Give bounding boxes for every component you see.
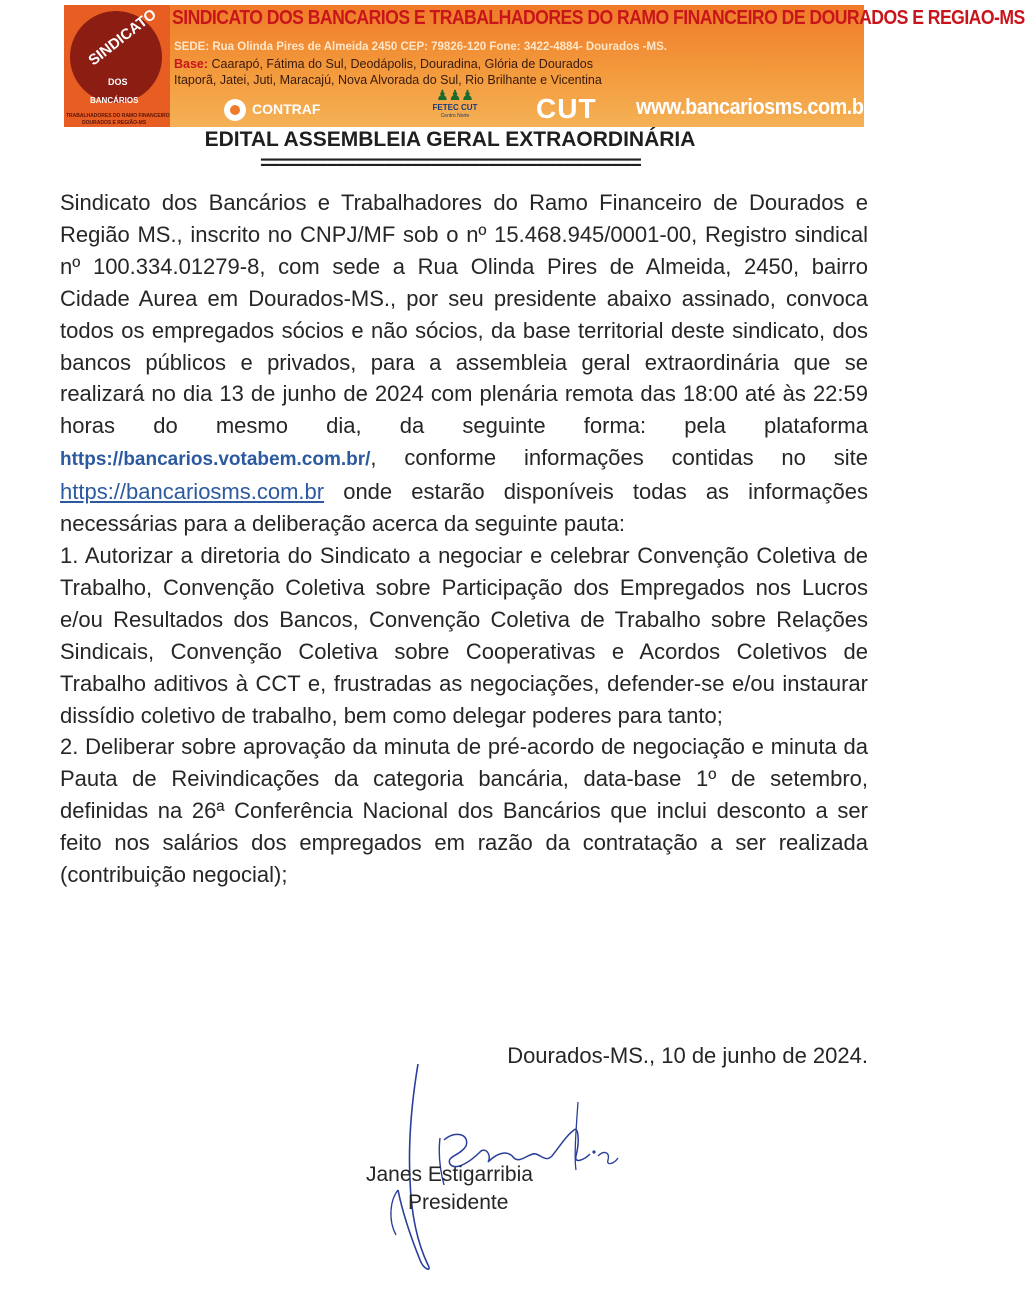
fetec-subtitle: Centro Norte [440,113,470,119]
signer-role: Presidente [408,1191,509,1214]
voting-platform-link[interactable]: https://bancarios.votabem.com.br/ [60,449,371,471]
letterhead-address: SEDE: Rua Olinda Pires de Almeida 2450 CEP: 79826-120 Fone: 3422-4884- Dourados -MS. [174,41,667,53]
letterhead-title: SINDICATO DOS BANCARIOS E TRABALHADORES DO RAMO FINANCEIRO DE DOURADOS E REGIAO-MS [172,7,1025,29]
fetec-figures-icon: ♟♟♟ [436,88,474,104]
paragraph-text-3: onde estarão disponíveis todas as informações necessárias para a deliberação acerca da seguinte pauta: [60,479,868,537]
letterhead-cities-line: Itaporã, Jatei, Juti, Maracajú, Nova Alvorada do Sul, Rio Brilhante e Vicentina [174,73,602,87]
agenda-item-2: 2. Deliberar sobre aprovação da minuta de pré-acordo de negociação e minuta da Pauta de Reivindicações da categoria bancária, data-base 1º de setembro, definidas na 26ª Conferência Nacional dos Bancários que inclui desconto a ser feito nos salários dos empregados em razão da contratação a ser realizada (contribuição negocial); [60,734,868,888]
letterhead-website: www.bancariosms.com.br [636,94,871,119]
paragraph-text-2: , conforme informações contidas no site [370,445,868,471]
signer-name: Janes Estigarribia [366,1163,533,1186]
cut-logo: CUT [536,93,597,124]
contraf-label: CONTRAF [252,101,321,117]
logo-word: SINDICATO [85,5,160,70]
document-body [60,187,868,891]
contraf-logo [224,99,336,121]
logo-foot-line-1: TRABALHADORES DO RAMO FINANCEIRO [66,113,170,119]
logo-foot-line-2: DOURADOS E REGIÃO-MS [82,120,147,126]
document-date: Dourados-MS., 10 de junho de 2024. [507,1043,868,1068]
document-title: EDITAL ASSEMBLEIA GERAL EXTRAORDINÁRIA [204,128,696,151]
base-label: Base: [174,57,209,71]
logo-dos: DOS [108,77,128,87]
union-website-link[interactable]: https://bancariosms.com.br [60,479,325,505]
agenda-item-1: 1. Autorizar a diretoria do Sindicato a negociar e celebrar Convenção Coletiva de Trabalho, Convenção Coletiva sobre Participação dos Empregados nos Lucros e/ou Resultados dos Bancos, Convenção Coletiva de Trabalho sobre Relações Sindicais, Convenção Coletiva sobre Cooperativas e Acordos Coletivos de Trabalho aditivos à CCT e, frustradas as negociações, defender-se e/ou instaurar dissídio coletivo de trabalho, bem como delegar poderes para tanto; [60,542,868,728]
union-logo [64,5,170,127]
fetec-label: FETEC CUT [432,103,478,112]
logo-bancarios: BANCÁRIOS [90,96,139,105]
paragraph-text-1: Sindicato dos Bancários e Trabalhadores do Ramo Financeiro de Dourados e Região MS., inscrito no CNPJ/MF sob o nº 15.468.945/0001-00, Registro sindical nº 100.334.01279-8, com sede a Rua Olinda Pires de Almeida, 2450, bairro Cidade Aurea em Dourados-MS., por seu presidente abaixo assinado, convoca todos os empregados sócios e não sócios, da base territorial deste sindicato, dos bancos públicos e privados, para a assembleia geral extraordinária que se realizará no dia 13 de junho de 2024 com plenária remota das 18:00 até às 22:59 horas do mesmo dia, da seguinte forma: pela plataforma [60,190,868,439]
letterhead-base-line [174,57,593,71]
convocation-paragraph [60,187,868,540]
base-cities: Caarapó, Fátima do Sul, Deodápolis, Douradina, Glória de Dourados [211,57,593,71]
title-underline-rule: ======================================== [259,153,641,175]
fetec-logo [422,89,488,125]
contraf-icon [224,99,246,121]
letterhead-banner [64,5,1025,127]
